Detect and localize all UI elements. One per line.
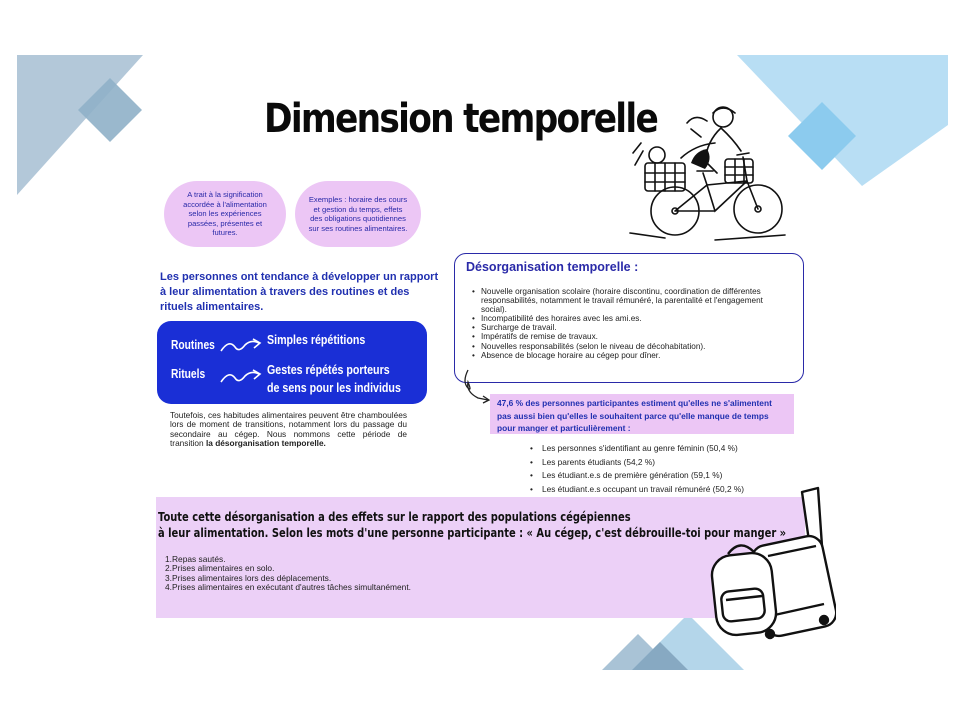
examples-bubble: Exemples : horaire des cours et gestion du temps, effets des obligations quotidiennes sur ses routines alimentaires. [295, 181, 421, 247]
conclusion-line2: à leur alimentation. Selon les mots d'une personne participante : « Au cégep, c'est débrouille-toi pour manger » [158, 525, 787, 540]
conclusion-line1: Toute cette désorganisation a des effets sur le rapport des populations cégépiennes [158, 509, 631, 524]
routines-rituels-box [157, 321, 427, 404]
desorganisation-box [454, 253, 804, 383]
list-item: • Incompatibilité des horaires avec les ami.es. [471, 314, 791, 323]
list-item: • Les étudiant.e.s de première génération (59,1 %) [530, 469, 800, 483]
desorganisation-list [471, 287, 791, 360]
page-title: Dimension temporelle [264, 96, 658, 142]
rituels-label: Rituels [171, 367, 206, 381]
list-item: • Nouvelles responsabilités (selon le niveau de décohabitation). [471, 342, 791, 351]
rituels-description-line1: Gestes répétés porteurs [267, 362, 390, 377]
curly-arrow-icon [219, 335, 263, 357]
list-item: 2.Prises alimentaires en solo. [165, 563, 275, 574]
list-item: • Les étudiant.e.s occupant un travail rémunéré (50,2 %) [530, 483, 800, 497]
list-item: 3.Prises alimentaires lors des déplacements. [165, 572, 332, 583]
routines-label: Routines [171, 338, 215, 352]
transition-paragraph [170, 411, 407, 449]
list-item: • Les parents étudiants (54,2 %) [530, 456, 800, 470]
transition-bold: la désorganisation temporelle. [205, 438, 326, 449]
luggage-illustration [706, 482, 836, 642]
list-item: • Les personnes s'identifiant au genre féminin (50,4 %) [530, 442, 800, 456]
list-item: • Impératifs de remise de travaux. [471, 332, 791, 341]
list-item: 4.Prises alimentaires en exécutant d'autres tâches simultanément. [165, 581, 411, 592]
routines-description: Simples répétitions [267, 332, 366, 347]
transition-text: Toutefois, ces habitudes alimentaires peuvent être chamboulées lors de moment de transitions, notamment lors du passage du secondaire au cégep. Nous nommons cette période de transition [170, 410, 407, 449]
curly-arrow-icon [219, 366, 263, 388]
rituels-description-line2: de sens pour les individus [267, 380, 401, 395]
stat-highlight: 47,6 % des personnes participantes estiment qu'elles ne s'alimentent pas aussi bien qu'elles le souhaitent parce qu'elle manque de temps pour manger et particulièrement : [490, 394, 794, 434]
list-item: • Surcharge de travail. [471, 323, 791, 332]
list-item: • Nouvelle organisation scolaire (horaire discontinu, coordination de différentes responsabilités, notamment le travail rémunéré, la parentalité et l'engagement social). [471, 287, 791, 314]
conclusion-heading [158, 509, 787, 541]
desorganisation-title: Désorganisation temporelle : [466, 260, 639, 274]
list-item: 1.Repas sautés. [165, 554, 226, 564]
cyclist-illustration [625, 103, 795, 243]
intro-text: Les personnes ont tendance à développer un rapport à leur alimentation à travers des routines et des rituels alimentaires. [160, 271, 439, 313]
definition-bubble: A trait à la signification accordée à l'alimentation selon les expériences passées, présentes et futures. [164, 181, 286, 247]
list-item: • Absence de blocage horaire au cégep pour dîner. [471, 351, 791, 360]
conclusion-list [165, 555, 411, 592]
